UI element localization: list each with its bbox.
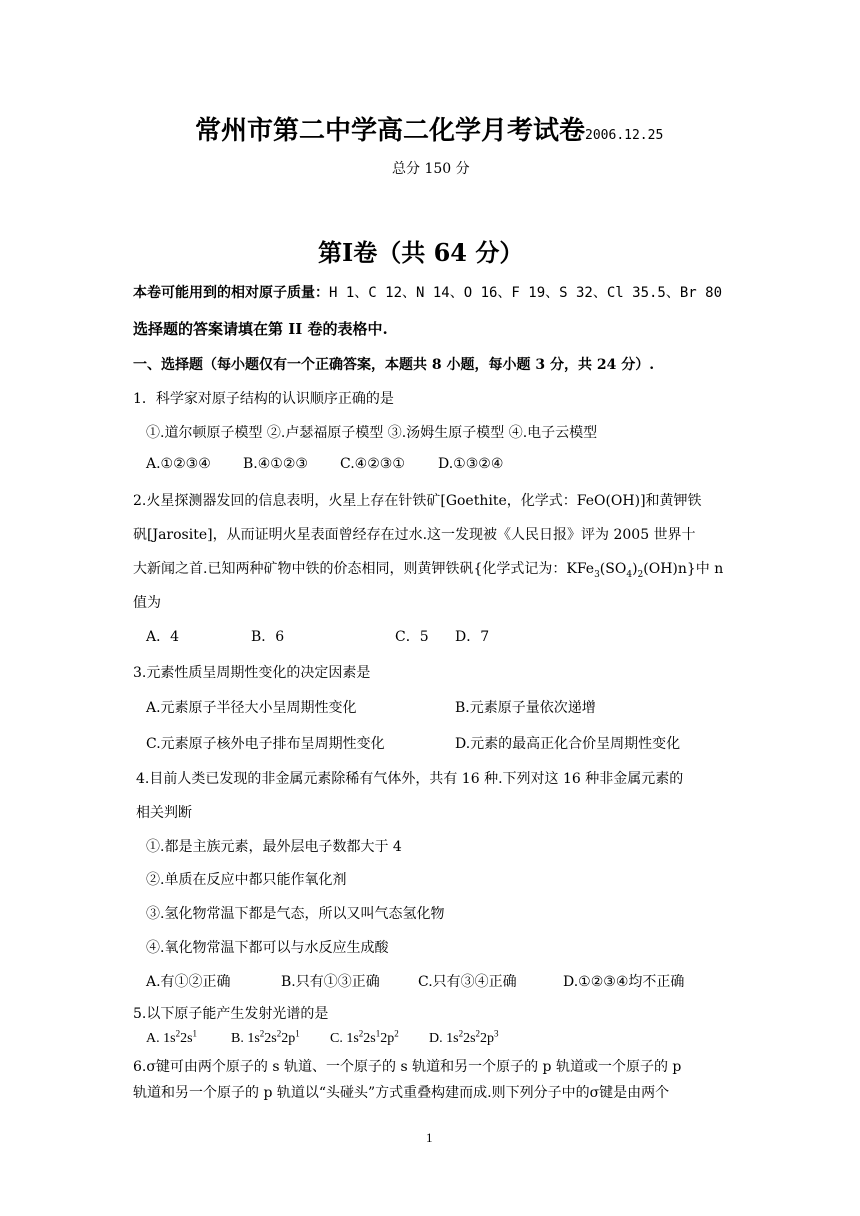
question-3-stem: 3.元素性质呈周期性变化的决定因素是 — [133, 665, 371, 681]
question-4-option-c: C.只有③④正确 — [418, 974, 517, 990]
question-5-option-a: A. $1s^22s^1$ — [146, 1028, 198, 1046]
atomic-mass-line — [133, 282, 722, 302]
answer-note: 选择题的答案请填在第 II 卷的表格中. — [133, 320, 388, 338]
question-4-option-d: D.①②③④均不正确 — [563, 974, 685, 990]
question-4-option-b: B.只有①③正确 — [281, 974, 380, 990]
question-5-option-b: B. $1s^22s^22p^1$ — [231, 1028, 300, 1046]
part-title: 一、选择题（每小题仅有一个正确答案，本题共 8 小题，每小题 3 分，共 24 分）. — [133, 357, 655, 373]
question-2-line-3-text: 大新闻之首.已知两种矿物中铁的价态相同，则黄钾铁矾{化学式记为：KFe — [133, 561, 595, 577]
question-4-item-2: ②.单质在反应中都只能作氧化剂 — [146, 872, 347, 888]
atomic-mass-label: 本卷可能用到的相对原子质量： — [133, 285, 329, 301]
question-1-stem: 1．科学家对原子结构的认识顺序正确的是 — [133, 391, 394, 407]
question-2-line-2: 矾[Jarosite]，从而证明火星表面曾经存在过水.这一发现被《人民日报》评为 2005 世界十 — [133, 527, 696, 543]
question-4-line-1: 4.目前人类已发现的非金属元素除稀有气体外，共有 16 种.下列对这 16 种非金属元素的 — [136, 771, 684, 787]
title-text: 常州市第二中学高二化学月考试卷 — [195, 116, 586, 146]
question-2-line-3 — [133, 558, 723, 578]
question-3-option-c: C.元素原子核外电子排布呈周期性变化 — [146, 736, 385, 752]
question-5-option-c: C. $1s^22s^12p^2$ — [330, 1028, 399, 1046]
question-1-items: ①.道尔顿原子模型 ②.卢瑟福原子模型 ③.汤姆生原子模型 ④.电子云模型 — [146, 425, 598, 441]
question-4-item-4: ④.氧化物常温下都可以与水反应生成酸 — [146, 940, 389, 956]
question-4-line-2: 相关判断 — [136, 805, 192, 821]
question-2-option-c: C．5 — [395, 629, 429, 645]
question-2-option-a: A．4 — [146, 629, 180, 645]
question-5-option-d: D. $1s^22s^22p^3$ — [429, 1028, 499, 1046]
question-1-option-c: C.④②③① — [340, 456, 405, 472]
question-2-option-b: B．6 — [251, 629, 285, 645]
atomic-mass-values: H 1、C 12、N 14、O 16、F 19、S 32、Cl 35.5、Br 80 — [329, 285, 723, 301]
question-4-item-1: ①.都是主族元素，最外层电子数都大于 4 — [146, 839, 402, 855]
formula-part-so: (SO — [599, 561, 627, 577]
page-number: 1 — [426, 1130, 433, 1145]
question-3-option-b: B.元素原子量依次递增 — [455, 700, 596, 716]
formula-part-paren: ) — [632, 561, 638, 577]
document-title — [195, 110, 663, 147]
question-4-item-3: ③.氢化物常温下都是气态，所以又叫气态氢化物 — [146, 906, 445, 922]
question-2-option-d: D．7 — [455, 629, 490, 645]
question-5-stem: 5.以下原子能产生发射光谱的是 — [133, 1006, 329, 1022]
formula-sub-fe: 3 — [594, 569, 600, 580]
question-6-line-1: 6.σ键可由两个原子的 s 轨道、一个原子的 s 轨道和另一个原子的 p 轨道或一个原子的 p — [133, 1059, 682, 1075]
question-1-option-d: D.①③②④ — [438, 456, 504, 472]
question-3-option-d: D.元素的最高正化合价呈周期性变化 — [455, 736, 681, 752]
question-3-option-a: A.元素原子半径大小呈周期性变化 — [146, 700, 357, 716]
question-4-option-a: A.有①②正确 — [146, 974, 231, 990]
formula-sub-o: 4 — [626, 569, 633, 580]
question-1-option-a: A.①②③④ — [146, 456, 211, 472]
question-2-line-4: 值为 — [133, 595, 161, 611]
formula-part-oh: (OH)n}中 n — [643, 561, 724, 577]
section-title: 第Ⅰ卷（共 64 分） — [318, 238, 524, 267]
question-6-line-2: 轨道和另一个原子的 p 轨道以“头碰头”方式重叠构建而成.则下列分子中的σ键是由两个 — [133, 1085, 670, 1101]
formula-sub-so4: 2 — [637, 569, 644, 580]
question-2-line-1: 2.火星探测器发回的信息表明，火星上存在针铁矿[Goethite，化学式：FeO(OH)]和黄钾铁 — [133, 493, 702, 509]
title-date: 2006.12.25 — [585, 128, 664, 143]
total-score: 总分 150 分 — [392, 161, 470, 177]
question-1-option-b: B.④①②③ — [243, 456, 308, 472]
